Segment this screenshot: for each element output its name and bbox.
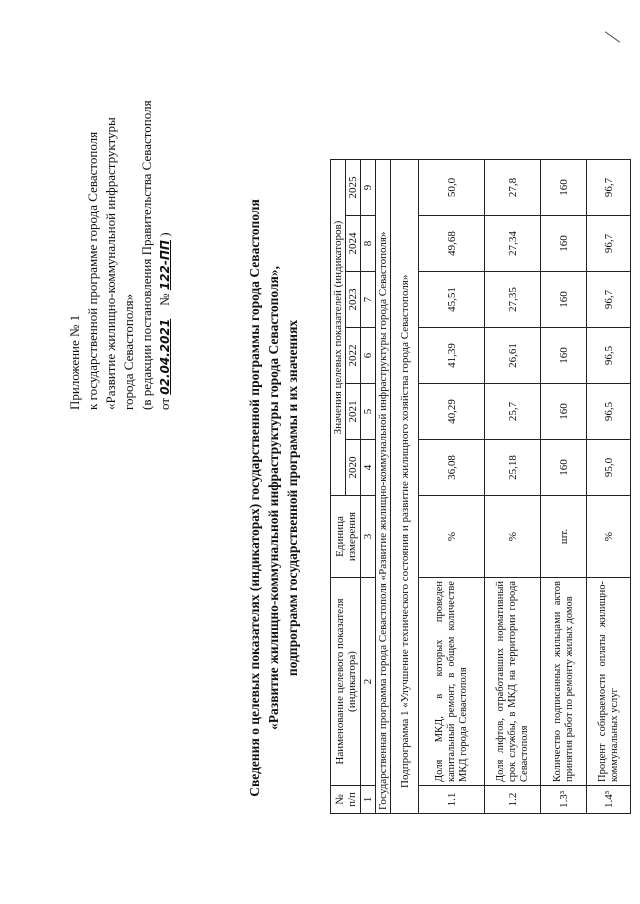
indicators-table <box>330 159 631 814</box>
row-unit: % <box>419 496 485 578</box>
row-num: 1.1 <box>419 786 485 814</box>
col-number: 3 <box>361 496 376 578</box>
appendix-block <box>66 100 174 410</box>
header-year: 2024 <box>346 216 361 272</box>
appendix-line: «Развитие жилищно-коммунальной инфраструктуры <box>103 117 118 410</box>
title-line: «Развитие жилищно-коммунальной инфраструктуры города Севастополя», <box>266 266 281 730</box>
table-row <box>419 160 485 814</box>
header-year: 2025 <box>346 160 361 216</box>
row-value: 27,8 <box>485 160 541 216</box>
handwritten-number: 122-ПП <box>158 240 172 291</box>
indicators-table-wrapper <box>330 159 631 814</box>
row-value: 40,29 <box>419 384 485 440</box>
subprogram-row: Подпрограмма 1 «Улучшение технического состояния и развитие жилищного хозяйства города Севастополя» <box>391 160 419 814</box>
header-year: 2023 <box>346 272 361 328</box>
header-name: Наименование целевого показателя (индикатора) <box>331 578 361 786</box>
appendix-line: Приложение № 1 <box>67 314 82 410</box>
row-value: 41,39 <box>419 328 485 384</box>
col-number: 4 <box>361 440 376 496</box>
scan-mark <box>605 31 620 42</box>
row-value: 25,7 <box>485 384 541 440</box>
col-number: 7 <box>361 272 376 328</box>
header-values-group: Значения целевых показателей (индикаторов) <box>331 160 346 496</box>
col-number: 9 <box>361 160 376 216</box>
row-name: Доля лифтов, отработавших нормативный срок службы, в МКД на территории города Севастополя <box>485 578 541 786</box>
row-value: 45,51 <box>419 272 485 328</box>
row-num: 1.4³ <box>587 786 631 814</box>
row-value: 96,7 <box>587 216 631 272</box>
appendix-line: к государственной программе города Севастополя <box>85 131 100 410</box>
header-year: 2020 <box>346 440 361 496</box>
appendix-date-line <box>156 100 174 410</box>
row-value: 96,5 <box>587 328 631 384</box>
row-value: 160 <box>541 328 587 384</box>
row-value: 26,61 <box>485 328 541 384</box>
table-row <box>485 160 541 814</box>
row-name: Процент собираемости оплаты жилищно-коммунальных услуг <box>587 578 631 786</box>
row-unit: шт. <box>541 496 587 578</box>
row-name: Количество подписанных жильцами актов принятия работ по ремонту жилых домов <box>541 578 587 786</box>
row-value: 95,0 <box>587 440 631 496</box>
number-prefix: № <box>157 293 172 306</box>
header-year: 2021 <box>346 384 361 440</box>
header-num: № п/п <box>331 786 361 814</box>
row-value: 160 <box>541 272 587 328</box>
row-num: 1.2 <box>485 786 541 814</box>
col-number: 2 <box>361 578 376 786</box>
row-name: Доля МКД, в которых проведен капитальный ремонт, в общем количестве МКД города Севастополя <box>419 578 485 786</box>
date-prefix: от <box>157 397 172 410</box>
row-value: 27,34 <box>485 216 541 272</box>
col-number: 1 <box>361 786 376 814</box>
document-title <box>245 188 302 808</box>
col-number: 6 <box>361 328 376 384</box>
row-value: 160 <box>541 160 587 216</box>
row-value: 160 <box>541 440 587 496</box>
row-num: 1.3³ <box>541 786 587 814</box>
row-value: 49,68 <box>419 216 485 272</box>
row-value: 36,08 <box>419 440 485 496</box>
handwritten-date: 02.04.2021 <box>158 318 172 395</box>
row-value: 50,0 <box>419 160 485 216</box>
table-row <box>541 160 587 814</box>
appendix-line: города Севастополя» <box>121 293 136 410</box>
appendix-line: (в редакции постановления Правительства Севастополя <box>139 100 154 410</box>
row-value: 96,5 <box>587 384 631 440</box>
row-value: 96,7 <box>587 272 631 328</box>
col-number: 8 <box>361 216 376 272</box>
row-value: 160 <box>541 384 587 440</box>
row-value: 27,35 <box>485 272 541 328</box>
row-unit: % <box>485 496 541 578</box>
col-number: 5 <box>361 384 376 440</box>
closing-paren: ) <box>157 232 172 237</box>
table-row <box>587 160 631 814</box>
program-row: Государственная программа города Севастополя «Развитие жилищно-коммунальной инфраструктуры города Севастополя» <box>376 160 391 814</box>
title-line: Сведения о целевых показателях (индикаторах) государственной программы города Севастополя <box>247 199 262 797</box>
header-unit: Единица измерения <box>331 496 361 578</box>
row-value: 96,7 <box>587 160 631 216</box>
title-line: подпрограмм государственной программы и их значениях <box>285 319 300 677</box>
header-year: 2022 <box>346 328 361 384</box>
row-value: 160 <box>541 216 587 272</box>
row-value: 25,18 <box>485 440 541 496</box>
row-unit: % <box>587 496 631 578</box>
